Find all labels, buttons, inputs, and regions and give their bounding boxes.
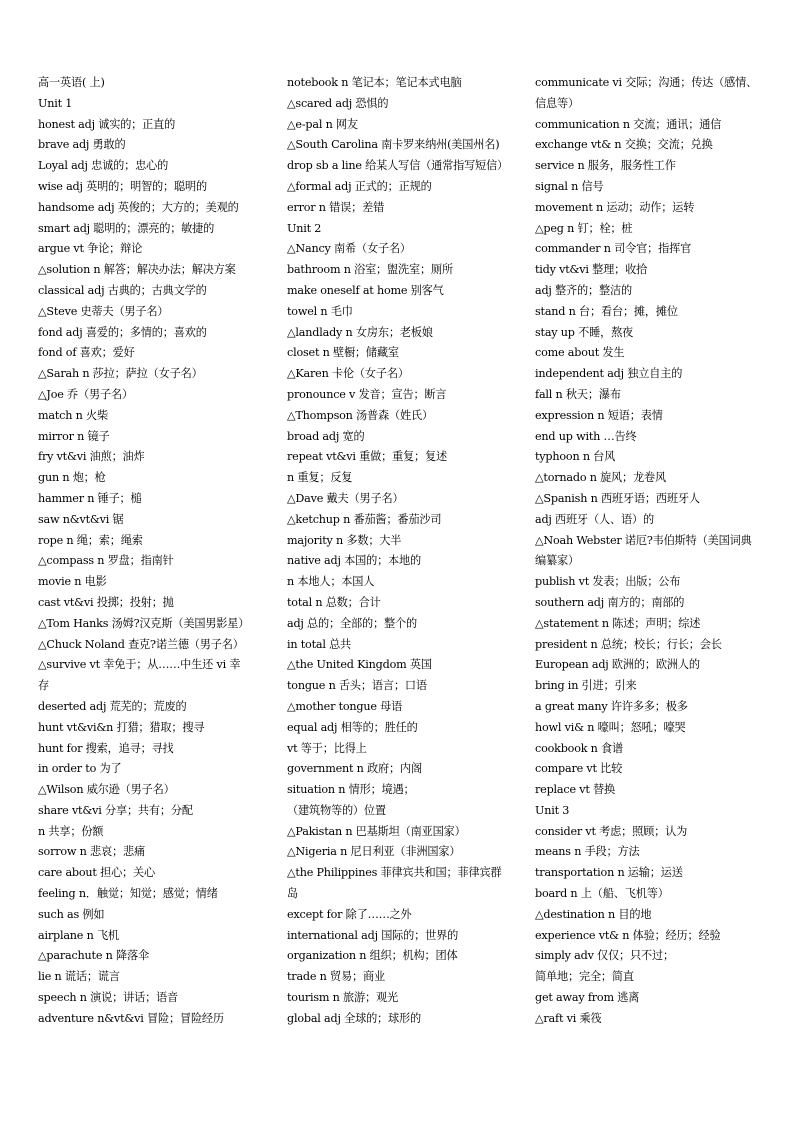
- vocab-line: adventure n&vt&vi 冒险；冒险经历: [38, 1011, 224, 1025]
- vocab-line: saw n&vt&vi 锯: [38, 512, 124, 526]
- vocab-line: tongue n 舌头；语言；口语: [287, 679, 427, 693]
- vocab-line: △mother tongue 母语: [287, 699, 403, 713]
- vocab-line: except for 除了……之外: [287, 907, 412, 921]
- vocab-line: experience vt& n 体验；经历；经验: [535, 928, 721, 942]
- vocab-line: △scared adj 恐惧的: [287, 96, 389, 110]
- vocab-line: compare vt 比较: [535, 762, 623, 776]
- vocab-line: means n 手段；方法: [535, 845, 640, 859]
- vocab-line: △ketchup n 番茄酱；番茄沙司: [287, 512, 442, 526]
- vocab-line: simply adv 仅仅；只不过；: [535, 949, 674, 963]
- vocab-line: honest adj 诚实的；正直的: [38, 117, 176, 131]
- vocab-line: independent adj 独立自主的: [535, 367, 683, 381]
- vocab-line: △Karen 卡伦（女子名）: [287, 367, 409, 381]
- vocab-line: consider vt 考虑；照顾；认为: [535, 824, 688, 838]
- vocab-line: signal n 信号: [535, 179, 604, 193]
- vocab-line: broad adj 宽的: [287, 429, 365, 443]
- vocab-line: argue vt 争论；辩论: [38, 242, 143, 256]
- vocab-line: bathroom n 浴室；盥洗室；厕所: [287, 263, 453, 277]
- vocab-line: vt 等于；比得上: [287, 741, 367, 755]
- vocab-line: match n 火柴: [38, 408, 108, 422]
- vocab-line: 岛: [287, 887, 298, 901]
- vocab-line: △destination n 目的地: [535, 907, 652, 921]
- vocab-line: howl vi& n 嚎叫；怒吼；嚎哭: [535, 720, 686, 734]
- vocab-line: service n 服务，服务性工作: [535, 159, 676, 173]
- vocab-line: △Nancy 南希（女子名）: [287, 242, 411, 256]
- vocab-line: communication n 交流；通讯；通信: [535, 117, 722, 131]
- vocab-line: △Sarah n 莎拉；萨拉（女子名）: [38, 367, 203, 381]
- vocab-line: lie n 谎话；谎言: [38, 970, 120, 984]
- vocab-line: hammer n 锤子；槌: [38, 491, 142, 505]
- vocab-line: such as 例如: [38, 907, 105, 921]
- vocab-line: global adj 全球的；球形的: [287, 1011, 422, 1025]
- vocab-line: mirror n 镜子: [38, 429, 110, 443]
- vocab-line: fall n 秋天；瀑布: [535, 387, 621, 401]
- vocab-line: △statement n 陈述；声明；综述: [535, 616, 701, 630]
- vocab-line: n 本地人；本国人: [287, 575, 375, 589]
- vocab-line: president n 总统；校长；行长；会长: [535, 637, 722, 651]
- vocab-line: △Nigeria n 尼日利亚（非洲国家）: [287, 845, 461, 859]
- vocab-line: hunt vt&vi&n 打猎；猎取；搜寻: [38, 720, 205, 734]
- vocab-line: △survive vt 幸免于；从……中生还 vi 幸: [38, 658, 241, 672]
- vocab-line: rope n 绳；索；绳索: [38, 533, 143, 547]
- vocab-line: △Joe 乔（男子名）: [38, 387, 133, 401]
- vocab-line: △parachute n 降落伞: [38, 949, 149, 963]
- vocab-line: pronounce v 发音；宣告；断言: [287, 387, 447, 401]
- vocab-line: △tornado n 旋风；龙卷风: [535, 471, 666, 485]
- vocab-line: △the Philippines 菲律宾共和国；菲律宾群: [287, 866, 502, 880]
- vocab-line: smart adj 聪明的；漂亮的；敏捷的: [38, 221, 215, 235]
- vocab-line: deserted adj 荒芜的；荒废的: [38, 699, 187, 713]
- vocab-line: stand n 台；看台；摊，摊位: [535, 304, 678, 318]
- vocab-line: make oneself at home 别客气: [287, 283, 444, 297]
- vocab-line: notebook n 笔记本；笔记本式电脑: [287, 76, 462, 89]
- vocab-line: replace vt 替换: [535, 783, 615, 797]
- vocab-line: publish vt 发表；出版；公布: [535, 575, 681, 589]
- vocab-line: △Tom Hanks 汤姆?汉克斯（美国男影星）: [38, 616, 250, 630]
- vocab-line: movie n 电影: [38, 575, 107, 589]
- vocab-line: 高一英语( 上): [38, 76, 105, 89]
- vocab-line: △Spanish n 西班牙语；西班牙人: [535, 491, 700, 505]
- vocab-line: transportation n 运输；运送: [535, 866, 683, 880]
- vocab-line: total n 总数；合计: [287, 595, 381, 609]
- vocab-line: △Noah Webster 诺厄?韦伯斯特（美国词典: [535, 533, 752, 547]
- vocab-line: in total 总共: [287, 637, 352, 651]
- vocab-line: equal adj 相等的；胜任的: [287, 720, 418, 734]
- vocab-line: tourism n 旅游；观光: [287, 991, 398, 1005]
- vocab-line: △Steve 史蒂夫（男子名）: [38, 304, 169, 318]
- vocab-line: southern adj 南方的；南部的: [535, 595, 685, 609]
- vocab-line: fond of 喜欢；爱好: [38, 346, 135, 360]
- vocab-line: fry vt&vi 油煎；油炸: [38, 450, 145, 464]
- vocab-line: 存: [38, 679, 49, 693]
- vocab-line: come about 发生: [535, 346, 625, 360]
- vocab-line: classical adj 古典的；古典文学的: [38, 283, 207, 297]
- vocab-line: sorrow n 悲哀；悲痛: [38, 845, 145, 859]
- vocab-line: movement n 运动；动作；运转: [535, 200, 695, 214]
- vocab-line: △Wilson 威尔逊（男子名）: [38, 783, 175, 797]
- vocab-column-2: [287, 73, 519, 1030]
- vocab-line: cast vt&vi 投掷；投射；抛: [38, 595, 174, 609]
- vocab-line: share vt&vi 分享；共有；分配: [38, 803, 193, 817]
- vocab-line: △South Carolina 南卡罗来纳州(美国州名): [287, 138, 500, 152]
- vocab-line: organization n 组织；机构；团体: [287, 949, 458, 963]
- vocab-line: trade n 贸易；商业: [287, 970, 385, 984]
- vocab-line: speech n 演说；讲话；语音: [38, 991, 179, 1005]
- vocab-line: n 共享；份额: [38, 824, 104, 838]
- vocab-column-3: [535, 73, 767, 1030]
- vocab-line: hunt for 搜索，追寻；寻找: [38, 741, 174, 755]
- vocab-line: 简单地；完全；简直: [535, 970, 634, 984]
- vocab-line: Loyal adj 忠诚的；忠心的: [38, 159, 169, 173]
- vocab-line: n 重复；反复: [287, 471, 353, 485]
- vocab-line: △Chuck Noland 查克?诺兰德（男子名）: [38, 637, 244, 651]
- vocab-line: typhoon n 台风: [535, 450, 616, 464]
- vocab-line: European adj 欧洲的；欧洲人的: [535, 658, 700, 672]
- vocab-line: adj 西班牙（人、语）的: [535, 512, 654, 526]
- vocab-line: adj 总的；全部的；整个的: [287, 616, 417, 630]
- vocab-line: （建筑物等的）位置: [287, 803, 386, 817]
- vocab-line: adj 整齐的；整洁的: [535, 283, 632, 297]
- vocab-line: repeat vt&vi 重做；重复；复述: [287, 450, 448, 464]
- vocab-line: 信息等）: [535, 96, 579, 110]
- vocab-line: gun n 炮；枪: [38, 471, 106, 485]
- vocab-line: Unit 3: [535, 803, 570, 817]
- vocab-line: board n 上（船、飞机等）: [535, 887, 669, 901]
- vocab-line: tidy vt&vi 整理；收拾: [535, 263, 648, 277]
- vocab-line: in order to 为了: [38, 762, 122, 776]
- vocab-line: towel n 毛巾: [287, 304, 353, 318]
- vocab-line: △solution n 解答；解决办法；解决方案: [38, 263, 236, 277]
- vocab-line: majority n 多数；大半: [287, 533, 402, 547]
- vocab-line: closet n 壁橱；储藏室: [287, 346, 399, 360]
- vocab-line: airplane n 飞机: [38, 928, 119, 942]
- vocab-line: brave adj 勇敢的: [38, 138, 126, 152]
- vocab-line: government n 政府；内阁: [287, 762, 422, 776]
- vocab-line: error n 错误；差错: [287, 200, 385, 214]
- vocab-line: △Dave 戴夫（男子名）: [287, 491, 404, 505]
- vocab-line: Unit 1: [38, 96, 73, 110]
- vocab-column-1: [38, 73, 270, 1030]
- vocab-line: △landlady n 女房东；老板娘: [287, 325, 433, 339]
- vocab-line: native adj 本国的；本地的: [287, 554, 422, 568]
- vocab-line: △peg n 钉；栓；桩: [535, 221, 633, 235]
- vocab-line: fond adj 喜爱的；多情的；喜欢的: [38, 325, 207, 339]
- vocab-line: expression n 短语；表情: [535, 408, 663, 422]
- vocab-line: △formal adj 正式的；正规的: [287, 179, 432, 193]
- vocab-line: △raft vi 乘筏: [535, 1011, 602, 1025]
- vocab-line: care about 担心；关心: [38, 866, 156, 880]
- vocab-line: stay up 不睡，熬夜: [535, 325, 634, 339]
- vocab-line: △Pakistan n 巴基斯坦（南亚国家）: [287, 824, 466, 838]
- vocab-line: Unit 2: [287, 221, 322, 235]
- vocab-line: commander n 司令官；指挥官: [535, 242, 692, 256]
- vocab-line: handsome adj 英俊的；大方的；美观的: [38, 200, 239, 214]
- vocab-line: 编纂家）: [535, 554, 579, 568]
- vocab-line: △compass n 罗盘；指南针: [38, 554, 174, 568]
- vocab-line: cookbook n 食谱: [535, 741, 624, 755]
- vocab-line: △e-pal n 网友: [287, 117, 358, 131]
- vocab-line: a great many 许许多多；极多: [535, 699, 688, 713]
- vocab-line: end up with …告终: [535, 429, 637, 443]
- vocab-line: exchange vt& n 交换；交流；兑换: [535, 138, 713, 152]
- vocab-line: situation n 情形；境遇；: [287, 783, 415, 797]
- vocab-line: △the United Kingdom 英国: [287, 658, 432, 672]
- vocab-line: international adj 国际的；世界的: [287, 928, 459, 942]
- vocab-line: wise adj 英明的；明智的；聪明的: [38, 179, 207, 193]
- vocab-line: △Thompson 汤普森（姓氏）: [287, 408, 433, 422]
- vocab-line: bring in 引进；引来: [535, 679, 637, 693]
- vocab-line: communicate vi 交际；沟通；传达（感情、: [535, 76, 758, 89]
- vocab-line: get away from 逃离: [535, 991, 640, 1005]
- vocab-line: feeling n．触觉；知觉；感觉；情绪: [38, 887, 218, 901]
- vocab-line: drop sb a line 给某人写信（通常指写短信）: [287, 159, 509, 173]
